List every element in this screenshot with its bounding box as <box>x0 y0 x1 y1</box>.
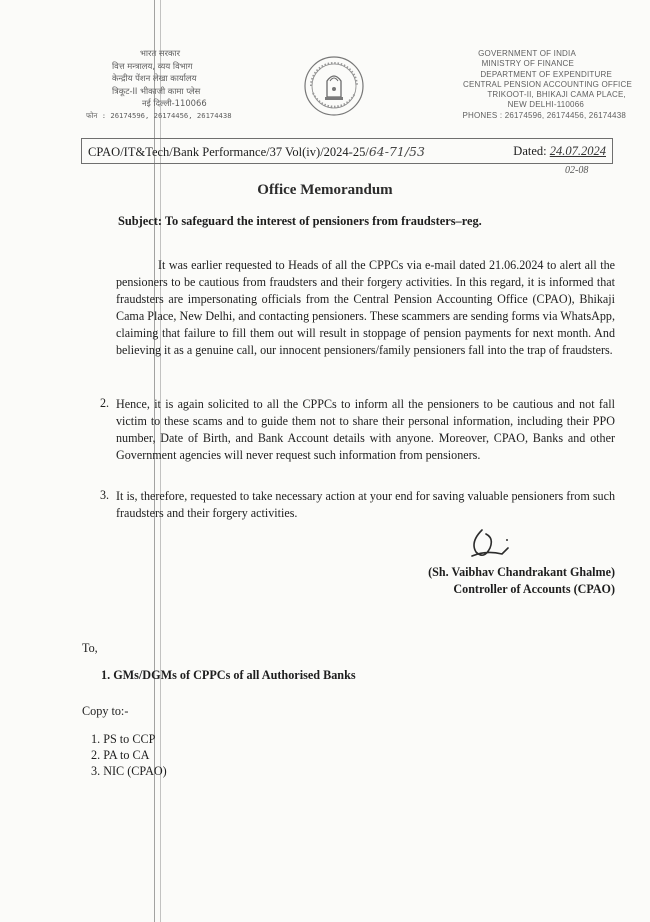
copy-list <box>91 731 167 779</box>
paragraph-number: 3. <box>100 488 110 502</box>
recipient-item: 1. GMs/DGMs of CPPCs of all Authorised Banks <box>101 668 356 682</box>
signatory-designation: Controller of Accounts (CPAO) <box>453 582 615 596</box>
paragraph-2: Hence, it is again solicited to all the CPPCs to inform all the pensioners to be cautious and not fall victim to these scams and to guide them not to share their personal information, including their PPO number, Date of Birth, and Bank Account details with anyone. Moreover, CPAO, Banks and other Government agencies will never request such information from pensioners. <box>116 397 615 462</box>
english-line: MINISTRY OF FINANCE <box>481 59 574 69</box>
page-title: Office Memorandum <box>257 182 393 198</box>
hindi-line: नई दिल्ली-110066 <box>142 98 207 109</box>
signature-icon <box>452 520 512 570</box>
paragraph-number: 2. <box>100 396 110 410</box>
hindi-line: त्रिकूट-II भीकाजी कामा प्लेस <box>112 85 201 96</box>
handwritten-note: 02-08 <box>565 165 589 176</box>
hindi-line: केन्द्रीय पेंशन लेखा कार्यालय <box>112 73 197 84</box>
english-line: CENTRAL PENSION ACCOUNTING OFFICE <box>463 79 632 89</box>
reference-box <box>81 138 613 164</box>
emblem-seal-icon <box>303 55 365 117</box>
hindi-line: वित्त मन्त्रालय, व्यय विभाग <box>112 60 193 71</box>
paragraph-3: It is, therefore, requested to take necessary action at your end for saving valuable pensioners from such fraudsters and their forgery activities. <box>116 489 615 520</box>
copy-item: 1. PS to CCP <box>91 732 156 746</box>
reference-number-text: CPAO/IT&Tech/Bank Performance/37 Vol(iv)/2024-25/ <box>88 145 369 159</box>
hindi-phone: फोन : 26174596, 26174456, 26174438 <box>86 111 232 120</box>
english-line: GOVERNMENT OF INDIA <box>478 49 576 58</box>
subject-line: Subject: To safeguard the interest of pensioners from fraudsters–reg. <box>118 214 482 228</box>
english-header <box>372 49 632 121</box>
hindi-line: भारत सरकार <box>140 48 181 58</box>
signatory-block <box>428 564 615 598</box>
english-line: TRIKOOT-II, BHIKAJI CAMA PLACE, <box>487 90 626 100</box>
copy-item: 2. PA to CA <box>91 748 150 762</box>
to-label: To, <box>82 641 98 655</box>
english-line: PHONES : 26174596, 26174456, 26174438 <box>462 110 626 120</box>
signatory-name: (Sh. Vaibhav Chandrakant Ghalme) <box>428 565 615 579</box>
english-line: DEPARTMENT OF EXPENDITURE <box>480 69 612 79</box>
handwritten-number: 64-71/53 <box>368 144 425 159</box>
copy-item: 3. NIC (CPAO) <box>91 764 167 778</box>
reference-number <box>88 144 425 160</box>
copy-label: Copy to:- <box>82 704 129 718</box>
english-line: NEW DELHI-110066 <box>507 100 584 110</box>
dated-value: 24.07.2024 <box>549 144 606 158</box>
dated <box>513 144 606 159</box>
paragraph-1: It was earlier requested to Heads of all the CPPCs via e-mail dated 21.06.2024 to alert all the pensioners to be cautious from fraudsters and their forgery activities. In this regard, it is informed that fraudsters are impersonating officials from the Central Pension Accounting Office (CPAO), Bhikaji Cama Place, New Delhi, and contacting pensioners. These scammers are sending forms via WhatsApp, claiming that failure to fill them out will result in stoppage of pension payments for next month. And believing it as a genuine call, our innocent pensioners/family pensioners fall into the trap of fraudsters. <box>116 258 615 357</box>
hindi-header <box>112 47 272 110</box>
dated-label: Dated: <box>513 144 547 158</box>
